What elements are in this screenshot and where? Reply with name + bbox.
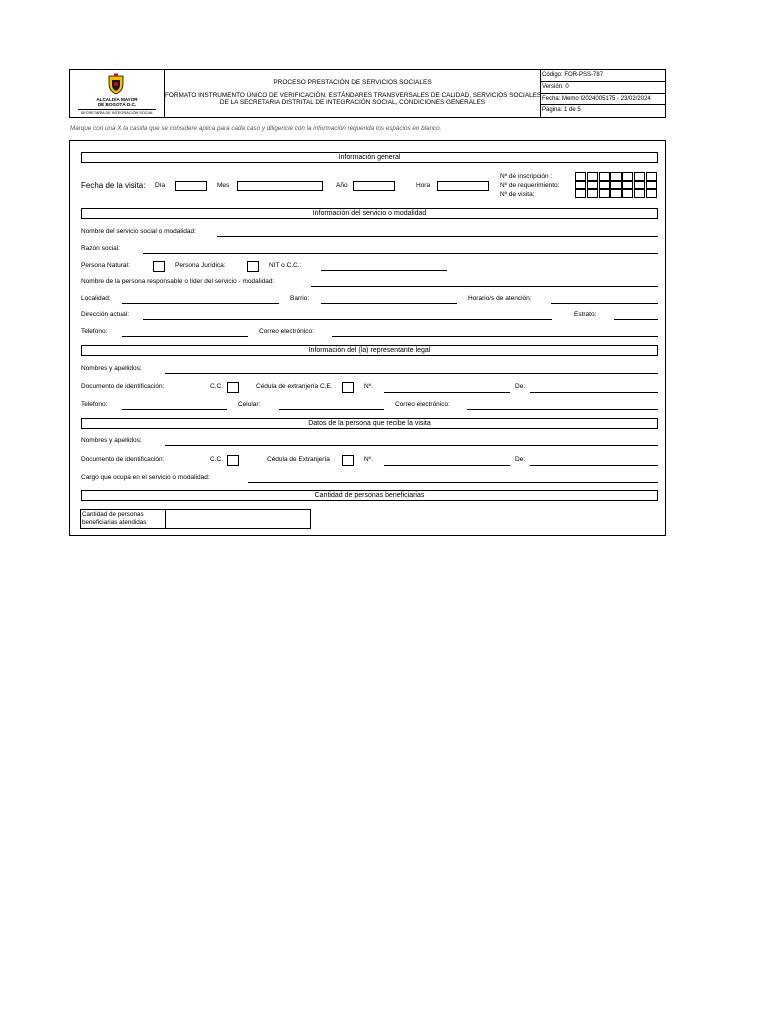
rep-telefono-input[interactable] (122, 409, 227, 410)
estrato-input[interactable] (614, 319, 658, 320)
beneficiarias-table (80, 509, 311, 529)
number-grid-cell[interactable] (634, 172, 645, 181)
cargo-label: Cargo que ocupa en el servicio o modalidad: (81, 474, 210, 481)
format-title-line-2: DE LA SECRETARIA DISTRITAL DE INTEGRACIÓN SOCIAL, CONDICIONES GENERALES (219, 99, 486, 106)
nombre-servicio-label: Nombre del servicio social o modalidad: (81, 228, 196, 235)
number-grid-cell[interactable] (646, 172, 657, 181)
visita-nombres-label: Nombres y apellidos: (81, 437, 142, 444)
fecha-visita-label: Fecha de la visita: (81, 181, 146, 190)
estrato-label: Estrato: (574, 311, 597, 318)
rep-de-label: De: (515, 383, 526, 390)
number-grid-cell[interactable] (587, 189, 598, 198)
number-grid-cell[interactable] (622, 189, 633, 198)
responsable-input[interactable] (311, 286, 658, 287)
visita-cc-label: C.C. (210, 456, 223, 463)
number-grid-cell[interactable] (575, 172, 586, 181)
rep-correo-label: Correo electrónico: (395, 401, 450, 408)
mes-input[interactable] (237, 181, 323, 191)
number-grid-cell[interactable] (575, 189, 586, 198)
number-grid-cell[interactable] (610, 181, 621, 190)
logo-line-1: ALCALDÍA MAYOR (96, 97, 138, 102)
rep-correo-input[interactable] (467, 409, 658, 410)
number-grid-cell[interactable] (646, 189, 657, 198)
razon-social-label: Razón social: (81, 245, 121, 252)
number-grid-cell[interactable] (599, 189, 610, 198)
visita-number-label: Nº de visita: (500, 191, 535, 198)
number-grid-cell[interactable] (622, 181, 633, 190)
fecha: Fecha: Memo I2024005175 - 23/02/2024 (541, 94, 665, 106)
rep-de-input[interactable] (530, 392, 658, 393)
correo-servicio-input[interactable] (332, 336, 658, 337)
localidad-input[interactable] (122, 303, 279, 304)
number-grid-cell[interactable] (634, 181, 645, 190)
rep-numero-input[interactable] (384, 392, 510, 393)
nit-label: NIT o C.C.: (269, 262, 302, 269)
correo-servicio-label: Correo electrónico: (259, 328, 314, 335)
direccion-input[interactable] (143, 319, 552, 320)
number-grid-cell[interactable] (587, 181, 598, 190)
persona-juridica-checkbox[interactable] (247, 261, 259, 272)
process-title: PROCESO PRESTACIÓN DE SERVICIOS SOCIALES (273, 79, 432, 86)
mes-label: Mes (217, 182, 230, 189)
inscripcion-label: Nº de inscripción : (500, 173, 553, 180)
persona-natural-label: Persona Natural: (81, 262, 130, 269)
instructions-text: Marque con una X la casilla que se considere aplica para cada caso y diligencie con la información requerida los espacios en blanco. (70, 125, 442, 132)
rep-documento-label: Documento de identificación: (81, 383, 165, 390)
section-title-representante: Información del (la) representante legal (81, 345, 658, 356)
rep-cc-checkbox[interactable] (227, 382, 239, 393)
beneficiarias-input[interactable] (166, 510, 310, 528)
visita-nombres-input[interactable] (165, 445, 658, 446)
rep-ce-checkbox[interactable] (342, 382, 354, 393)
number-grid-cell[interactable] (622, 172, 633, 181)
logo-divider (78, 109, 156, 110)
nombre-servicio-input[interactable] (217, 236, 658, 237)
title-cell (165, 70, 541, 117)
dia-input[interactable] (175, 181, 207, 191)
visita-numero-label: Nº. (364, 456, 373, 463)
form-frame (69, 140, 666, 536)
rep-numero-label: Nº. (364, 383, 373, 390)
logo-cell (70, 70, 165, 117)
visita-cc-checkbox[interactable] (227, 455, 239, 466)
rep-ce-label: Cédula de extranjería C.E. (256, 383, 333, 390)
rep-telefono-label: Telefono: (81, 401, 108, 408)
requerimiento-label: Nº de requerimiento: (500, 182, 560, 189)
visita-numero-input[interactable] (384, 465, 510, 466)
nit-input[interactable] (321, 270, 447, 271)
number-grid-cell[interactable] (646, 181, 657, 190)
telefono-servicio-input[interactable] (122, 336, 248, 337)
hora-label: Hora (416, 182, 431, 189)
barrio-label: Barrio: (290, 295, 310, 302)
number-grid-cell[interactable] (610, 172, 621, 181)
rep-cc-label: C.C. (210, 383, 223, 390)
number-grid-cell[interactable] (599, 172, 610, 181)
section-title-visita: Datos de la persona que recibe la visita (81, 418, 658, 429)
beneficiarias-label-line-1: Cantidad de personas (82, 511, 144, 518)
rep-celular-label: Celular: (238, 401, 261, 408)
localidad-label: Localidad: (81, 295, 111, 302)
dia-label: Día (155, 182, 166, 189)
codigo: Código: FOR-PSS-787 (541, 70, 665, 82)
responsable-label: Nombre de la persona responsable o líder del servicio - modalidad: (81, 278, 275, 285)
barrio-input[interactable] (321, 303, 457, 304)
horario-input[interactable] (551, 303, 658, 304)
number-grid-cell[interactable] (587, 172, 598, 181)
direccion-label: Dirección actual: (81, 311, 130, 318)
meta-cell (541, 70, 665, 117)
rep-celular-input[interactable] (279, 409, 384, 410)
visita-ce-label: Cédula de Extranjería (267, 456, 330, 463)
anio-label: Año (336, 182, 348, 189)
registration-number-grid (575, 172, 658, 198)
logo-line-2: DE BOGOTÁ D.C. (97, 102, 137, 107)
format-title-line-1: FORMATO INSTRUMENTO ÚNICO DE VERIFICACIÓN. ESTÁNDARES TRANSVERSALES DE CALIDAD, SERVICIOS SOCIALES (165, 92, 542, 99)
pagina: Página: 1 de 5 (542, 107, 581, 114)
visita-de-input[interactable] (530, 465, 658, 466)
number-grid-cell[interactable] (575, 181, 586, 190)
visita-de-label: De: (515, 456, 526, 463)
persona-natural-checkbox[interactable] (153, 261, 165, 272)
version: Versión: 0 (541, 82, 665, 94)
number-grid-cell[interactable] (610, 189, 621, 198)
section-title-general: Información general (81, 152, 658, 163)
logo-line-3: SECRETARÍA DE INTEGRACIÓN SOCIAL (80, 111, 154, 115)
number-grid-cell[interactable] (599, 181, 610, 190)
bogota-coat-of-arms-icon (105, 73, 127, 95)
anio-input[interactable] (353, 181, 395, 191)
rep-nombres-input[interactable] (165, 373, 658, 374)
document-header (69, 69, 666, 118)
section-title-servicio: Información del servicio o modalidad (81, 208, 658, 219)
razon-social-input[interactable] (143, 253, 658, 254)
telefono-servicio-label: Telefono: (81, 328, 108, 335)
persona-juridica-label: Persona Jurídica: (175, 262, 226, 269)
number-grid-cell[interactable] (634, 189, 645, 198)
rep-nombres-label: Nombres y apellidos: (81, 365, 142, 372)
visita-ce-checkbox[interactable] (342, 455, 354, 466)
horario-label: Horario/s de atención: (468, 295, 532, 302)
hora-input[interactable] (437, 181, 489, 191)
visita-documento-label: Documento de identificación: (81, 456, 165, 463)
cargo-input[interactable] (248, 482, 658, 483)
section-title-beneficiarias: Cantidad de personas beneficiarias (81, 490, 658, 501)
beneficiarias-label-line-2: beneficiarias atendidas (82, 519, 147, 526)
